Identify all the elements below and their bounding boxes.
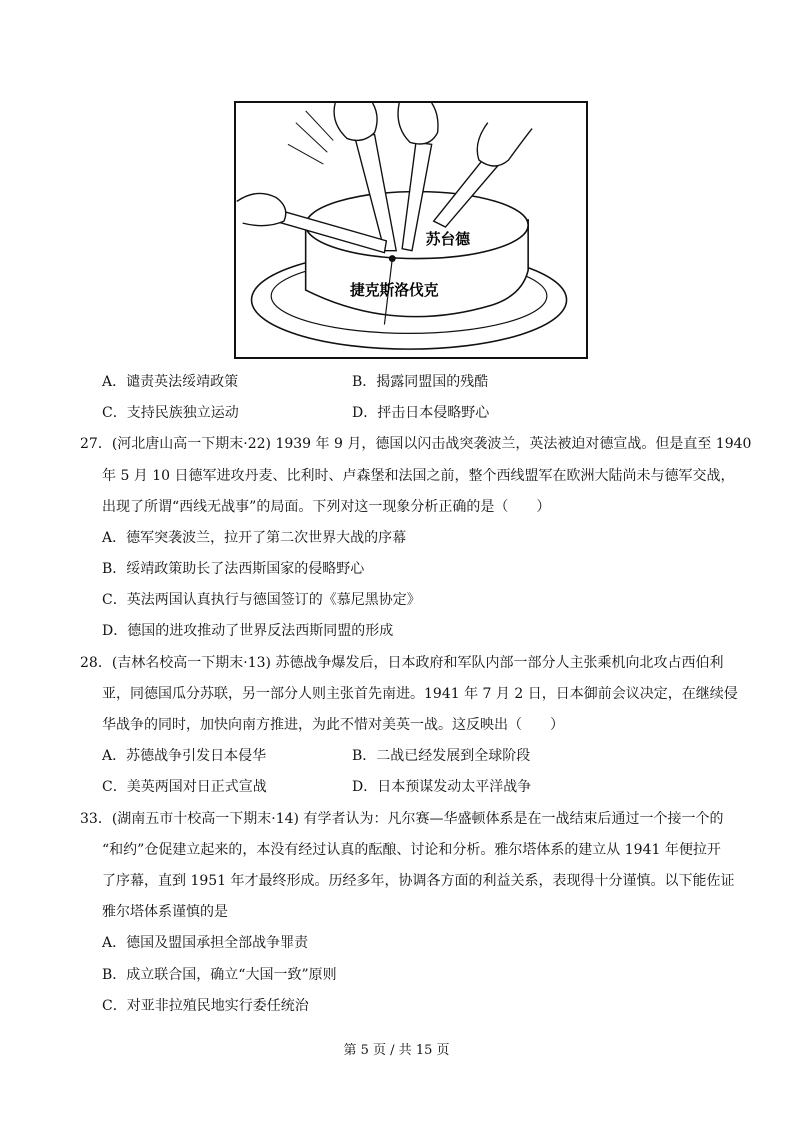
q26-option-a: A．谴责英法绥靖政策 <box>102 374 239 390</box>
q26-option-c: C．支持民族独立运动 <box>102 405 239 421</box>
q27-option-c: C．英法两国认真执行与德国签订的《慕尼黑协定》 <box>102 592 421 608</box>
q27-stem-line-1: 27．(河北唐山高一下期末·22) 1939 年 9 月，德国以闪击战突袭波兰，英法被迫对德宣战。但是直至 1940 <box>80 436 752 452</box>
q33-stem-line-3: 了序幕，直到 1951 年才最终形成。历经多年，协调各方面的利益关系，表现得十分谨慎。以下能佐证 <box>102 873 735 889</box>
cake-cartoon-illustration <box>236 103 586 357</box>
q27-stem-line-2: 年 5 月 10 日德军进攻丹麦、比利时、卢森堡和法国之前，整个西线盟军在欧洲大陆尚未与德军交战， <box>102 468 735 484</box>
q28-option-a: A．苏德战争引发日本侵华 <box>102 748 267 764</box>
q27-option-d: D．德国的进攻推动了世界反法西斯同盟的形成 <box>102 623 394 639</box>
hand-2 <box>398 103 438 144</box>
q27-option-b: B．绥靖政策助长了法西斯国家的侵略野心 <box>102 561 365 577</box>
q33-stem-line-4: 雅尔塔体系谨慎的是 <box>102 904 228 920</box>
q33-option-b: B．成立联合国，确立“大国一致”原则 <box>102 967 337 983</box>
motion-lines <box>288 111 333 164</box>
q26-option-d: D．抨击日本侵略野心 <box>352 405 490 421</box>
q33-option-a: A．德国及盟国承担全部战争罪责 <box>102 935 309 951</box>
q28-option-c: C．美英两国对日正式宣战 <box>102 779 267 795</box>
cut-point <box>389 255 396 262</box>
q27-stem-line-3: 出现了所谓“西线无战事”的局面。下列对这一现象分析正确的是（ ） <box>102 499 551 515</box>
label-sudeten: 苏台德 <box>425 230 471 248</box>
q33-stem-line-2: “和约”仓促建立起来的，本没有经过认真的酝酿、讨论和分析。雅尔塔体系的建立从 1941 年便拉开 <box>102 842 721 858</box>
cartoon-figure <box>234 101 588 359</box>
q28-stem-line-3: 华战争的同时，加快向南方推进，为此不惜对美英一战。这反映出（ ） <box>102 717 564 733</box>
label-czechoslovakia: 捷克斯洛伐克 <box>349 281 439 299</box>
hand-4 <box>237 193 286 225</box>
q28-stem-line-2: 亚，同德国瓜分苏联，另一部分人则主张首先南进。1941 年 7 月 2 日，日本御前会议决定，在继续侵 <box>102 686 738 702</box>
q28-option-b: B．二战已经发展到全球阶段 <box>352 748 531 764</box>
q33-option-c: C．对亚非拉殖民地实行委任统治 <box>102 998 309 1014</box>
q27-option-a: A．德军突袭波兰，拉开了第二次世界大战的序幕 <box>102 530 407 546</box>
hand-1 <box>334 103 377 140</box>
page-number-footer: 第 5 页 / 共 15 页 <box>343 1043 450 1058</box>
q28-stem-line-1: 28．(吉林名校高一下期末·13) 苏德战争爆发后，日本政府和军队内部一部分人主张乘机向北攻占西伯利 <box>80 655 724 671</box>
q26-option-b: B．揭露同盟国的残酷 <box>352 374 489 390</box>
q33-stem-line-1: 33．(湖南五市十校高一下期末·14) 有学者认为：凡尔赛—华盛顿体系是在一战结束后通过一个接一个的 <box>80 811 724 827</box>
q28-option-d: D．日本预谋发动太平洋战争 <box>352 779 532 795</box>
hand-3 <box>477 123 532 166</box>
